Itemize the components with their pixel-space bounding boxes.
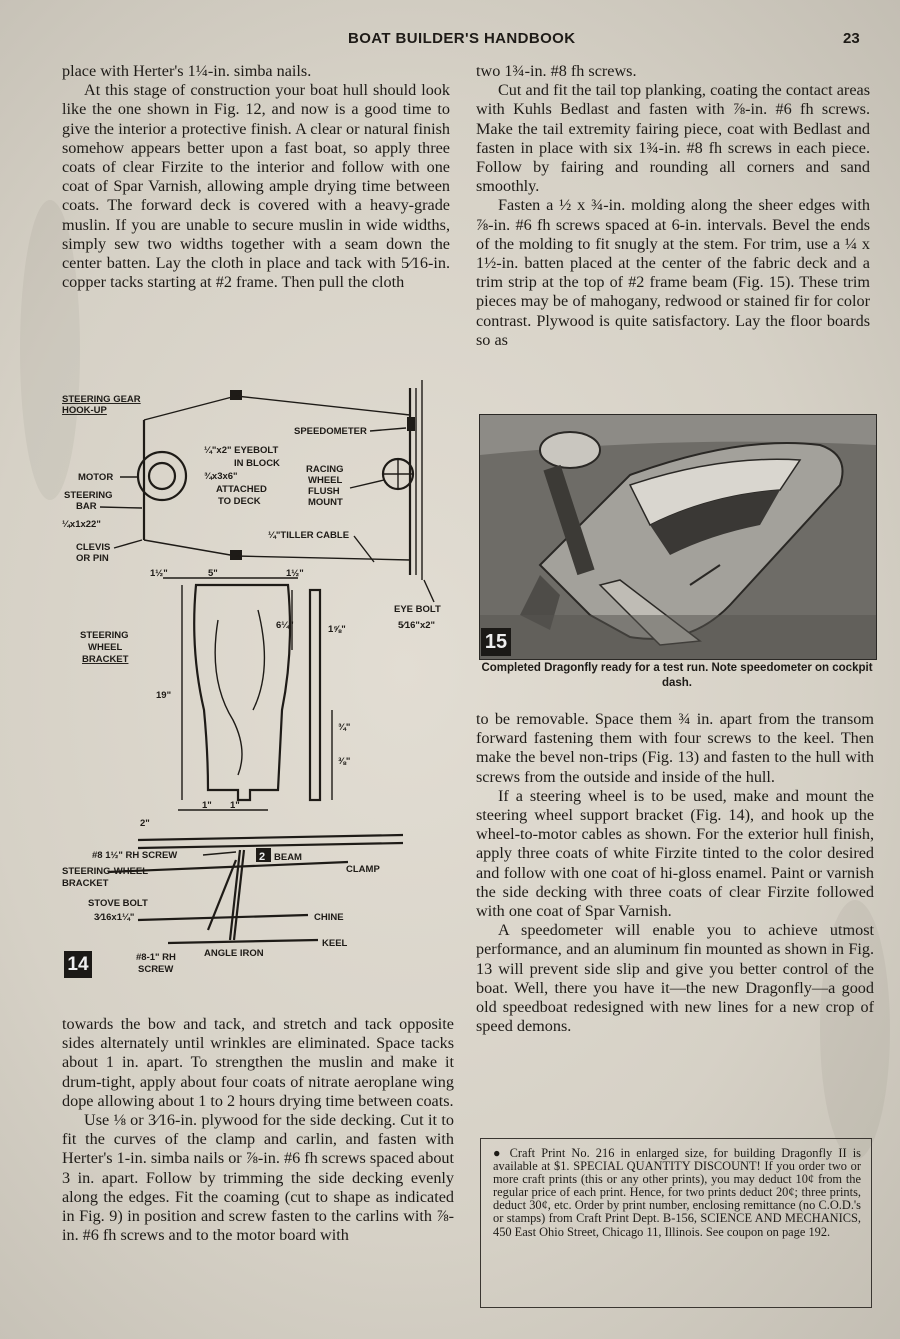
- label-chine: CHINE: [314, 912, 344, 923]
- label-wheel2: WHEEL: [88, 642, 123, 653]
- paragraph: two 1¾-in. #8 fh screws.: [476, 62, 637, 80]
- paragraph: Fasten a ½ x ¾-in. molding along the sheer edges with ⅞-in. #6 fh screws spaced at 6-in. intervals. Bevel the ends of the molding to fit snugly at the stem. For trim, use a ¼ x 1½-in. batten placed at the center of the fabric deck and a trim strip at the top of #2 frame beam (Fig. 15). These trim pieces may be of mahogany, redwood or stained fir for color contrast. Plywood is quite satisfactory. Lay the floor boards so as: [476, 196, 870, 349]
- label-screw: SCREW: [138, 964, 174, 975]
- paragraph: At this stage of construction your boat hull should look like the one shown in Fig. 12, and now is a good time to give the interior a protective finish. A clear or natural finish somehow appears better upon a fast boat, so apply three coats of clear Firzite to the interior and follow with one coat of Spar Varnish, allowing ample drying time between coats. The forward deck is covered with a heavy-grade muslin. If you are unable to secure muslin in wide widths, simply sew two widths together with a seam down the center batten. Lay the cloth in place and tack with 5⁄16-in. copper tacks starting at #2 frame. Then pull the cloth: [62, 81, 450, 292]
- label-rh-screw: #8 1½" RH SCREW: [92, 850, 178, 861]
- craft-print-notice: [480, 1138, 872, 1308]
- dim-2: 2": [140, 818, 150, 829]
- dim-1-5-8: 1⅝": [328, 624, 346, 635]
- figure-14-badge: 14: [64, 951, 92, 978]
- label-or-pin: OR PIN: [76, 553, 109, 564]
- label-stove-bolt: STOVE BOLT: [88, 898, 148, 909]
- label-attached: ATTACHED: [216, 484, 267, 495]
- column-right-top: [476, 62, 870, 350]
- label-keel: KEEL: [322, 938, 348, 949]
- label-clamp: CLAMP: [346, 864, 380, 875]
- paragraph: place with Herter's 1¼-in. simba nails.: [62, 62, 312, 80]
- label-sw-bracket2: BRACKET: [62, 878, 109, 889]
- paragraph: If a steering wheel is to be used, make and mount the steering wheel support bracket (Fig. 14), and hook up the wheel-to-motor cables as shown. For the exterior hull finish, apply three coats of white Firzite tinted to the color desired and follow with one coat of hi-gloss enamel. Paint or varnish the side decking with three coats of clear Firzite followed with one coat of Spar Varnish.: [476, 786, 874, 921]
- label-eyebolt: ¼"x2" EYEBOLT: [204, 445, 279, 456]
- label-sw-bracket: STEERING-WHEEL: [62, 866, 149, 877]
- photo-caption: Completed Dragonfly ready for a test run. Note speedometer on cockpit dash.: [481, 662, 873, 689]
- label-flush: FLUSH: [308, 486, 340, 497]
- dim-3-8: ⅜": [338, 756, 351, 767]
- dim-1b: 1": [230, 800, 240, 811]
- dim-5: 5": [208, 568, 218, 579]
- label-motor: MOTOR: [78, 472, 114, 483]
- label-racing: RACING: [306, 464, 344, 475]
- dim-6q: 6¼": [276, 620, 294, 631]
- label-stove-size: 3⁄16x1¼": [94, 912, 135, 923]
- dim-1-half-b: 1½": [286, 568, 304, 579]
- column-right-bottom: [476, 710, 874, 1036]
- paragraph: Cut and fit the tail top planking, coating the contact areas with Kuhls Bedlast and fasten with ⅞-in. #6 fh screws. Make the tail extremity fairing piece, coat with Bedlast and fasten in place with six 1¾-in. #8 fh screws in each piece. Follow by fairing and rounding all corners and sand smoothly.: [476, 81, 870, 196]
- label-bracket: BRACKET: [82, 654, 129, 665]
- notice-text: ● Craft Print No. 216 in enlarged size, for building Dragonfly II is available at $1. SPECIAL QUANTITY DISCOUNT! If you order two or more craft prints (this or any other prints), you may deduct 10¢ from the regular price of each print. Hence, for two prints deduct 20¢; three prints, deduct 30¢, etc. Order by print number, enclosing remittance (no C.O.D.'s or stamps) from Craft Print Dept. B-156, SCIENCE AND MECHANICS, 450 East Ohio Street, Chicago 11, Illinois. See coupon on page 192.: [493, 1146, 861, 1239]
- label-bar: BAR: [76, 501, 97, 512]
- label-steering: STEERING: [64, 490, 113, 501]
- label-beam: BEAM: [274, 852, 302, 863]
- boat-photo-illustration: [480, 415, 876, 659]
- label-bar-size: ¼x1x22": [62, 519, 101, 530]
- column-left-bottom: [62, 1015, 454, 1245]
- paragraph: Use ⅛ or 3⁄16-in. plywood for the side decking. Cut it to fit the curves of the clamp and carlin, and fasten with Herter's 1-in. simba nails or ⅞-in. #6 fh screws spaced about 3 in. apart. Follow by trimming the side decking evenly along the edges. Fit the coaming (cut to shape as indicated in Fig. 9) in position and screw fasten to the carlins with ⅞-in. #6 fh screws and to the motor board with: [62, 1111, 454, 1245]
- label-clevis: CLEVIS: [76, 542, 111, 553]
- paragraph: to be removable. Space them ¾ in. apart from the transom forward fastening them with four screws to the keel. Then make the bevel non-trips (Fig. 13) and fasten to the hull with screws from the outside and inside of the hull.: [476, 710, 874, 786]
- label-angle-iron: ANGLE IRON: [204, 948, 264, 959]
- dim-19: 19": [156, 690, 172, 701]
- label-tiller-cable: ¼"TILLER CABLE: [268, 530, 350, 541]
- label-steering-gear: STEERING GEAR: [62, 394, 141, 405]
- steering-gear-diagram: [58, 380, 478, 980]
- figure-14-drawing: [58, 380, 478, 980]
- page-number: 23: [843, 30, 860, 47]
- paragraph: towards the bow and tack, and stretch and tack opposite sides alternately until wrinkles are eliminated. Space tacks about 1 in. apart. To strengthen the muslin and make it drum-tight, apply about four coats of nitrate aeroplane wing dope allowing about 1 to 2 hours drying time between coats.: [62, 1015, 454, 1110]
- label-speedometer: SPEEDOMETER: [294, 426, 367, 437]
- dim-3q: ¾": [338, 722, 351, 733]
- page-header: [0, 30, 900, 52]
- label-block-size: ¾x3x6": [204, 471, 238, 482]
- label-in-block: IN BLOCK: [234, 458, 280, 469]
- running-title: BOAT BUILDER'S HANDBOOK: [348, 30, 576, 47]
- label-steering-wheel: STEERING: [80, 630, 129, 641]
- label-to-deck: TO DECK: [218, 496, 261, 507]
- figure-15-badge: 15: [481, 628, 511, 656]
- label-eye-bolt: EYE BOLT: [394, 604, 441, 615]
- label-eye-bolt-size: 5⁄16"x2": [398, 620, 436, 631]
- dim-1-half-a: 1½": [150, 568, 168, 579]
- paragraph: A speedometer will enable you to achieve utmost performance, and an aluminum fin mounted as shown in Fig. 13 will prevent side slip and give you better control of the boat. Well, there you have it—the new Dragonfly—a good old speedboat redesigned with new lines for a new crop of speed demons.: [476, 921, 874, 1036]
- label-mount: MOUNT: [308, 497, 343, 508]
- label-hook-up: HOOK-UP: [62, 405, 107, 416]
- dim-1a: 1": [202, 800, 212, 811]
- beam-badge: 2: [259, 851, 266, 863]
- label-rh-screw2: #8-1" RH: [136, 952, 176, 963]
- dragonfly-photo: [479, 414, 877, 660]
- label-wheel: WHEEL: [308, 475, 343, 486]
- column-left-top: [62, 62, 450, 292]
